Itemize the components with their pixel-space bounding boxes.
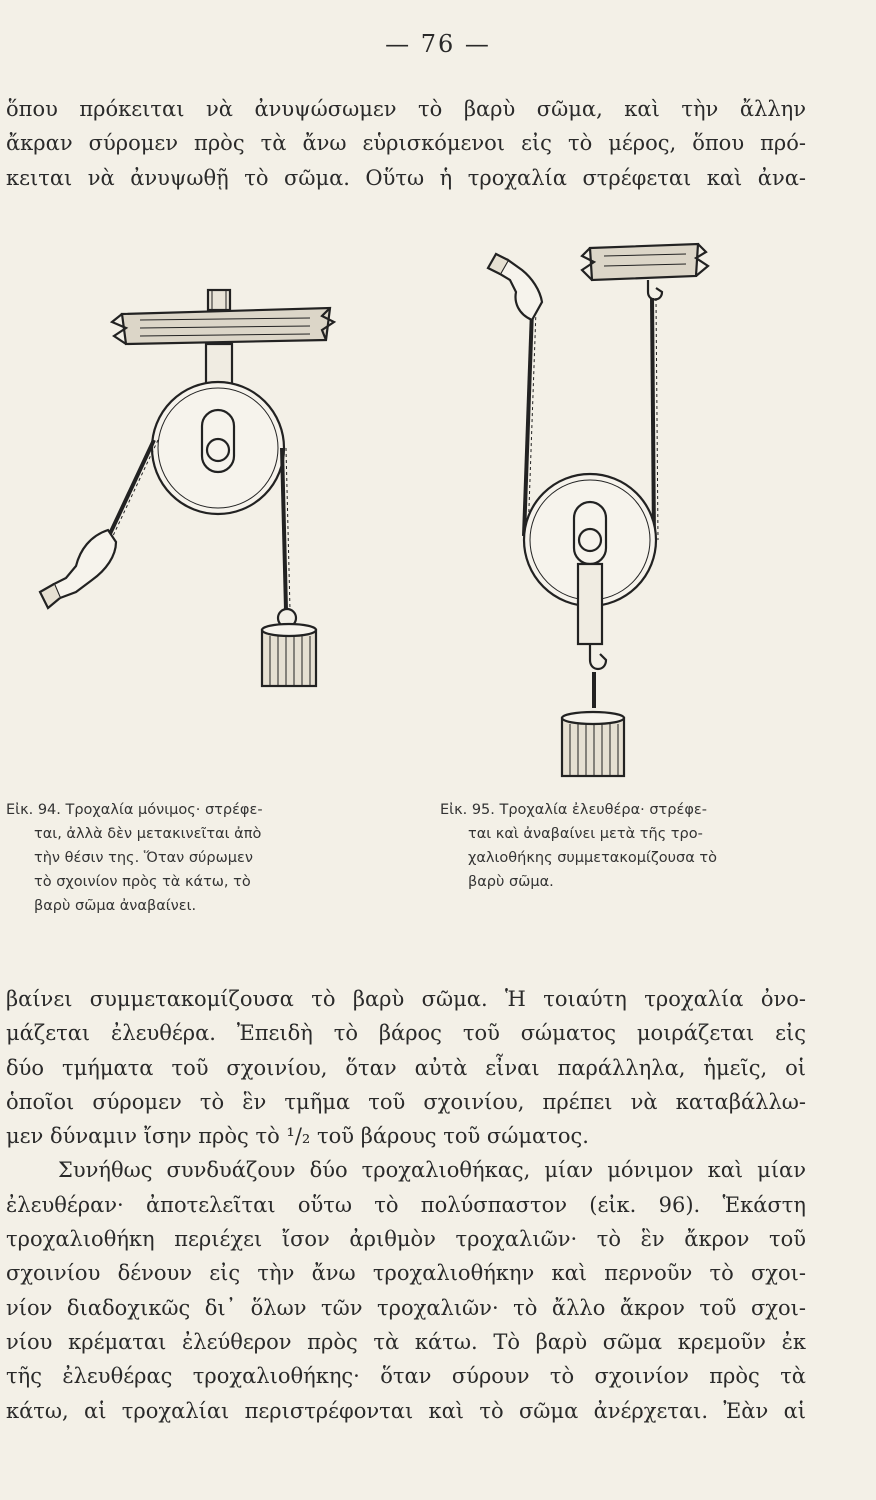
page-number: — 76 — [385,30,491,58]
caption-fig-95 [440,798,840,894]
text-line: τῆς ἐλευθέρας τροχαλιοθήκης· ὅταν σύρουν τὸ σχοινίον πρὸς τὰ [6,1364,806,1389]
free-pulley-illustration [470,240,730,780]
caption-line: βαρὺ σῶμα. [468,874,554,890]
text-line: ὁποῖοι σύρομεν τὸ ἓν τμῆμα τοῦ σχοινίου, πρέπει νὰ καταβάλλω- [6,1089,806,1114]
text-line: βαίνει συμμετακομίζουσα τὸ βαρὺ σῶμα. Ἡ τοιαύτη τροχαλία ὀνο- [6,987,806,1011]
caption-line: χαλιοθήκης συμμετακομίζουσα τὸ [468,850,718,866]
caption-fig-94 [6,798,406,918]
text-line: τροχαλιοθήκη περιέχει ἴσον ἀριθμὸν τροχαλιῶν· τὸ ἓν ἄκρον τοῦ [6,1227,806,1252]
caption-line: τὸ σχοινίον πρὸς τὰ κάτω, τὸ [34,874,251,890]
figures-area [0,220,876,780]
caption-line: Εἰκ. 95. Τροχαλία ἐλευθέρα· στρέφε- [440,802,707,818]
text-line: κειται νὰ ἀνυψωθῇ τὸ σῶμα. Οὕτω ἡ τροχαλία στρέφεται καὶ ἀνα- [6,165,806,190]
text-line: μεν δύναμιν ἴσην πρὸς τὸ ¹/₂ τοῦ βάρους τοῦ σώματος. [6,1124,589,1149]
text-line: σχοινίου δένουν εἰς τὴν ἄνω τροχαλιοθήκην καὶ περνοῦν τὸ σχοι- [6,1261,806,1286]
fixed-pulley-illustration [30,280,390,700]
caption-line: ται καὶ ἀναβαίνει μετὰ τῆς τρο- [468,826,703,842]
text-line: δύο τμήματα τοῦ σχοινίου, ὅταν αὐτὰ εἶναι παράλληλα, ἡμεῖς, οἱ [6,1055,806,1080]
caption-line: τὴν θέσιν της. Ὅταν σύρωμεν [34,850,253,866]
text-line: κάτω, αἱ τροχαλίαι περιστρέφονται καὶ τὸ σῶμα ἀνέρχεται. Ἐὰν αἱ [6,1398,806,1423]
text-line: νίου κρέμαται ἐλεύθερον πρὸς τὰ κάτω. Τὸ βαρὺ σῶμα κρεμοῦν ἐκ [6,1329,806,1354]
caption-line: Εἰκ. 94. Τροχαλία μόνιμος· στρέφε- [6,802,263,818]
bottom-paragraph [6,982,806,1428]
text-line: Συνήθως συνδυάζουν δύο τροχαλιοθήκας, μίαν μόνιμον καὶ μίαν [58,1158,806,1183]
top-paragraph [6,92,806,195]
caption-line: βαρὺ σῶμα ἀναβαίνει. [34,898,197,914]
text-line: ἄκραν σύρομεν πρὸς τὰ ἄνω εὑρισκόμενοι εἰς τὸ μέρος, ὅπου πρό- [6,131,806,156]
text-line: ὅπου πρόκειται νὰ ἀνυψώσωμεν τὸ βαρὺ σῶμα, καὶ τὴν ἄλλην [6,97,806,121]
text-line: μάζεται ἐλευθέρα. Ἐπειδὴ τὸ βάρος τοῦ σώματος μοιράζεται εἰς [6,1021,806,1046]
text-line: ἐλευθέραν· ἀποτελεῖται οὕτω τὸ πολύσπαστον (εἰκ. 96). Ἑκάστη [6,1192,806,1217]
text-line: νίον διαδοχικῶς δι᾽ ὅλων τῶν τροχαλιῶν· τὸ ἄλλο ἄκρον τοῦ σχοι- [6,1295,806,1320]
caption-line: ται, ἀλλὰ δὲν μετακινεῖται ἀπὸ [34,826,262,842]
